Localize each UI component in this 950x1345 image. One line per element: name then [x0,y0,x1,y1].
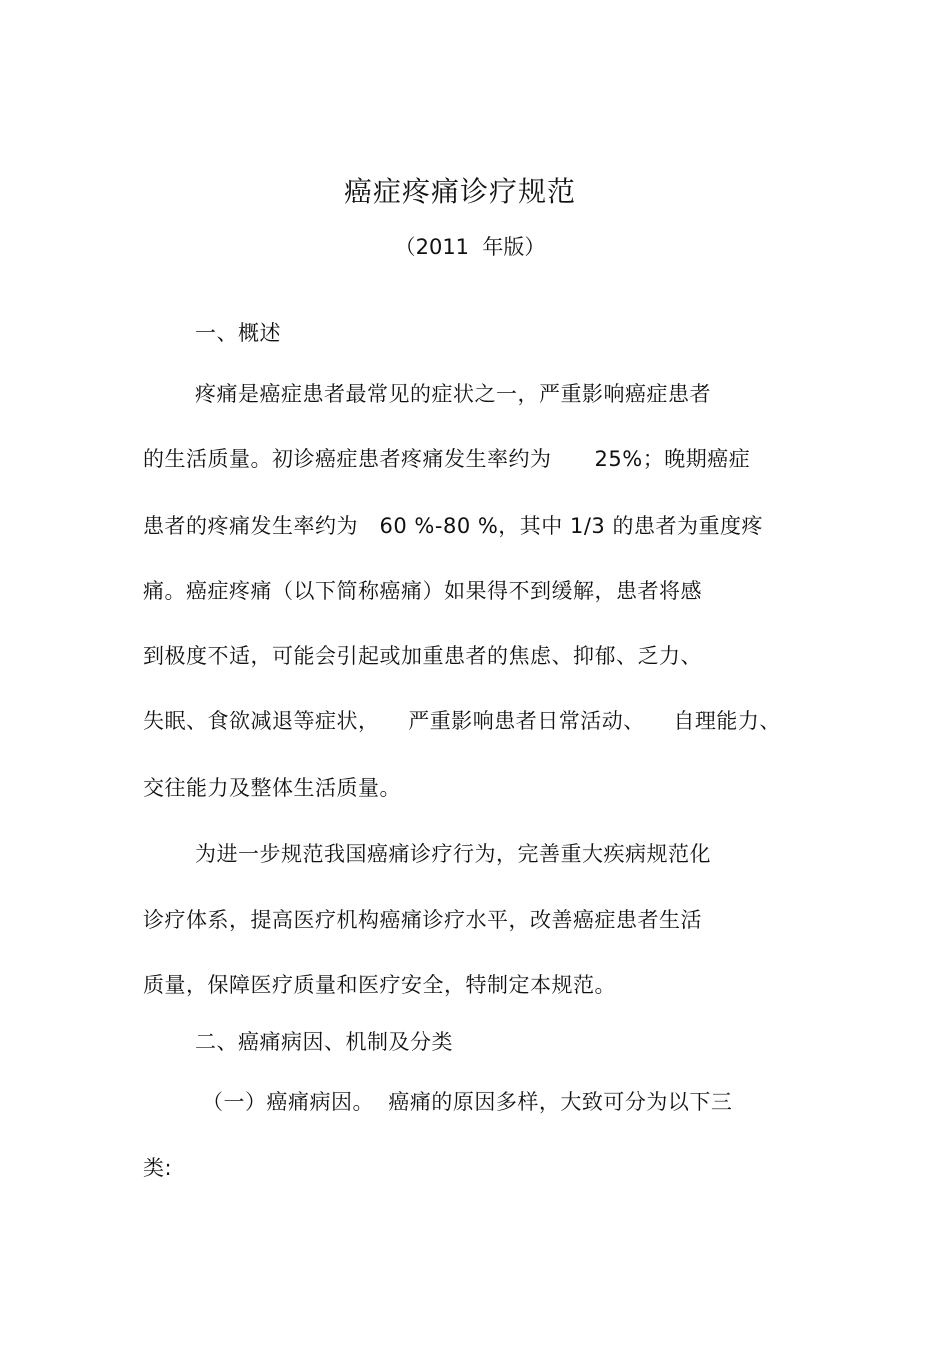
section-heading-causes: 二、癌痛病因、机制及分类 [195,1030,453,1054]
document-subtitle: （2011 年版） [394,235,546,259]
paragraph-line: 疼痛是癌症患者最常见的症状之一，严重影响癌症患者 [195,382,711,406]
paragraph-line: 痛。癌症疼痛（以下简称癌痛）如果得不到缓解，患者将感 [143,579,702,603]
paragraph-line: 为进一步规范我国癌痛诊疗行为，完善重大疾病规范化 [195,842,711,866]
paragraph-line: （一）癌痛病因。 癌痛的原因多样，大致可分为以下三 [202,1090,733,1114]
paragraph-line: 质量，保障医疗质量和医疗安全，特制定本规范。 [143,973,616,997]
paragraph-line: 失眠、食欲减退等症状， 严重影响患者日常活动、 自理能力、 [143,709,781,733]
document-title: 癌症疼痛诊疗规范 [343,175,576,208]
paragraph-line: 诊疗体系，提高医疗机构癌痛诊疗水平，改善癌症患者生活 [143,908,702,932]
section-heading-overview: 一、概述 [195,321,281,345]
paragraph-line: 交往能力及整体生活质量。 [143,776,401,800]
paragraph-line: 患者的疼痛发生率约为 60 %-80 %，其中 1/3 的患者为重度疼 [143,514,763,538]
paragraph-line: 类: [143,1156,173,1180]
paragraph-line: 的生活质量。初诊癌症患者疼痛发生率约为 25%；晚期癌症 [143,447,751,471]
paragraph-line: 到极度不适，可能会引起或加重患者的焦虑、抑郁、乏力、 [143,644,702,668]
